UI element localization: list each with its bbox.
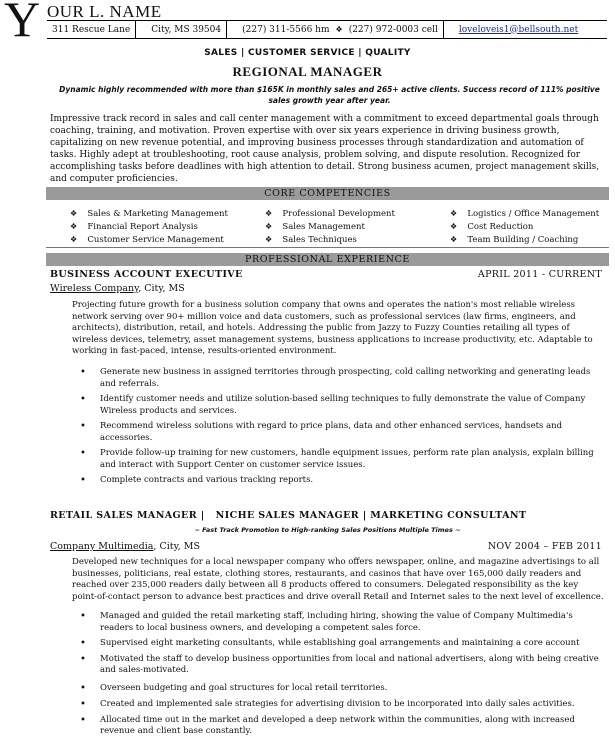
list-item: • Supervised eight marketing consultants, while establishing goal arrangements and maintaining a core account [72, 638, 607, 650]
job-dates: NOV 2004 – FEB 2011 [487, 541, 602, 552]
diamond-bullet-icon: ❖ [265, 209, 273, 218]
page-title: REGIONAL MANAGER [232, 64, 383, 79]
divider [443, 21, 454, 38]
list-item: • Managed and guided the retail marketing staff, including hiring, showing the value of Company Multimedia's readers to local business owners, and developing a competent sales force. [72, 611, 607, 634]
competency-item: ❖ Customer Service Management [70, 235, 224, 245]
address: 311 Rescue Lane [52, 24, 131, 35]
job-bullets [72, 611, 607, 738]
job-description: Projecting future growth for a business solution company that owns and operates the nation's most reliable wireless network serving over 90+ million voice and data customers, such as professional services (law firms, engineers, and architects), distribution, retail, and hotels. Addressing the public from Jazzy to Fuzzy Counties retailing all types of wireless devices, telemetry, asset management systems, business applications to increase productivity, etc. Adaptable to working in fast-paced, intense, results-oriented environment. [72, 300, 593, 356]
company-location: , City, MS [153, 541, 200, 552]
competencies-grid [70, 207, 610, 246]
diamond-icon: ❖ [335, 25, 343, 34]
promotion-note: ~ Fast Track Promotion to High-ranking Sales Positions Multiple Times ~ [194, 526, 461, 534]
competency-column [70, 207, 265, 246]
job-description: Developed new techniques for a local newspaper company who offers newspaper, online, and magazine advertisings to all businesses, politicians, real estate, clothing stores, restaurants, and casinos that have over 165,000 daily readers and reached over 235,000 readers daily between all 8 products offered to consumers. Delegated responsibility as the key point-of-contact person to advance best practices and drive overall Retail and Internet sales to the next level of excellence. [72, 557, 604, 602]
company-line [50, 283, 185, 294]
diamond-bullet-icon: ❖ [450, 235, 458, 244]
list-item: • Overseen budgeting and goal structures for local retail territories. [72, 683, 607, 695]
company-line [50, 541, 200, 552]
contact-row [47, 20, 607, 39]
competency-item: ❖ Team Building / Coaching [450, 235, 579, 245]
list-item: • Recommend wireless solutions with regard to price plans, data and other enhanced services, handsets and accessories. [72, 421, 607, 444]
job-dates: APRIL 2011 - CURRENT [477, 269, 602, 280]
competency-item: ❖ Sales Techniques [265, 235, 357, 245]
competency-item: ❖ Cost Reduction [450, 222, 534, 232]
list-item: • Provide follow-up training for new customers, handle equipment issues, perform rate plan analysis, explain billing and interact with Support Center on customer service issues. [72, 448, 607, 471]
list-item: • Generate new business in assigned territories through prospecting, cold calling networking and generating leads and referrals. [72, 367, 607, 390]
summary-paragraph: Impressive track record in sales and call center management with a commitment to exceed departmental goals through coaching, training, and motivation. Proven expertise with over six years experience in driving business growth, capitalizing on new revenue potential, and improving business processes through standardization and automation of tasks. Highly adept at troubleshooting, root cause analysis, problem solving, and dispute resolution. Recognized for accomplishing tasks before deadlines with high attention to detail. Strong business acumen, project management skills, and computer proficiencies. [50, 114, 600, 184]
job-bullets [72, 367, 607, 487]
competency-item: ❖ Sales & Marketing Management [70, 209, 228, 219]
home-phone: (227) 311-5566 hm [242, 24, 330, 35]
list-item: • Motivated the staff to develop business opportunities from local and national advertisers, along with being creative and sales-motivated. [72, 654, 607, 677]
company-name: Company Multimedia [50, 541, 154, 552]
job-title: RETAIL SALES MANAGER | NICHE SALES MANAGER | MARKETING CONSULTANT [50, 510, 527, 521]
diamond-bullet-icon: ❖ [70, 209, 78, 218]
divider [135, 21, 146, 38]
city: City, MS 39504 [151, 24, 222, 35]
name-initial: Y [4, 0, 41, 47]
company-name: Wireless Company [50, 283, 139, 294]
competency-item: ❖ Logistics / Office Management [450, 209, 600, 219]
cell-phone: (227) 972-0003 cell [348, 24, 438, 35]
tagline: SALES | CUSTOMER SERVICE | QUALITY [204, 48, 411, 58]
job-title: BUSINESS ACCOUNT EXECUTIVE [50, 269, 243, 280]
section-bar-experience: PROFESSIONAL EXPERIENCE [46, 253, 609, 266]
diamond-bullet-icon: ❖ [70, 235, 78, 244]
list-item: • Created and implemented sale strategies for advertising division to be incorporated into daily sales activities. [72, 699, 607, 711]
divider [46, 247, 609, 248]
divider [226, 21, 237, 38]
competency-column [450, 207, 610, 246]
list-item: • Identify customer needs and utilize solution-based selling techniques to fully demonstrate the value of Company Wireless products and services. [72, 394, 607, 417]
email-link[interactable]: loveloveis1@bellsouth.net [458, 24, 579, 35]
section-bar-core: CORE COMPETENCIES [46, 187, 609, 200]
diamond-bullet-icon: ❖ [70, 222, 78, 231]
diamond-bullet-icon: ❖ [450, 209, 458, 218]
candidate-name: OUR L. NAME [47, 2, 162, 21]
diamond-bullet-icon: ❖ [265, 235, 273, 244]
diamond-bullet-icon: ❖ [265, 222, 273, 231]
subtitle: Dynamic highly recommended with more than $165K in monthly sales and 265+ active clients. Success record of 111% positive sales growth year after year. [59, 85, 600, 105]
diamond-bullet-icon: ❖ [450, 222, 458, 231]
list-item: • Allocated time out in the market and developed a deep network within the communities, along with increased revenue and client base constantly. [72, 715, 607, 738]
list-item: • Complete contracts and various tracking reports. [72, 475, 607, 487]
competency-item: ❖ Financial Report Analysis [70, 222, 198, 232]
competency-item: ❖ Professional Development [265, 209, 395, 219]
competency-column [265, 207, 450, 246]
competency-item: ❖ Sales Management [265, 222, 365, 232]
company-location: , City, MS [138, 283, 185, 294]
